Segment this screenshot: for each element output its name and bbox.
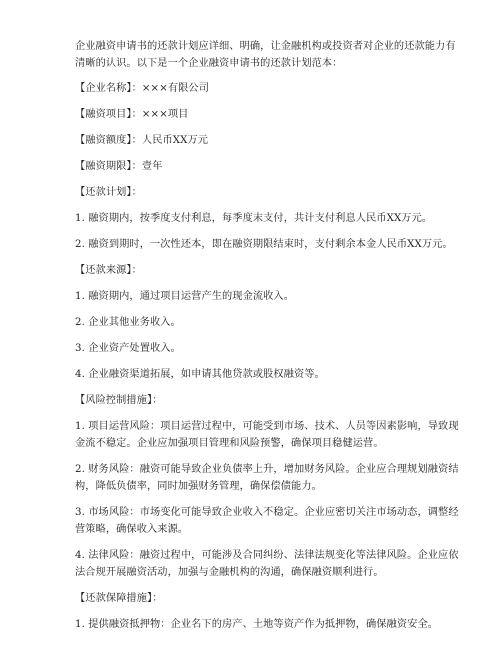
- risk-control-item: 4. 法律风险：融资过程中，可能涉及合同纠纷、法律法规变化等法律风险。企业应依法合规开展融资活动，加强与金融机构的沟通，确保融资顺利进行。: [75, 550, 459, 578]
- repayment-plan-item: 1. 融资期内，按季度支付利息，每季度末支付，共计支付利息人民币XX万元。: [75, 213, 433, 224]
- repayment-guarantee-heading: 【还款保障措施】：: [75, 593, 163, 604]
- repayment-plan-heading: 【还款计划】：: [75, 187, 142, 198]
- field-label: 【融资额度】：: [75, 135, 142, 146]
- repayment-source-item: 3. 企业资产处置收入。: [75, 343, 181, 354]
- field-label: 【融资项目】：: [75, 109, 142, 120]
- financing-term-field: [75, 158, 462, 175]
- financing-project-field: [75, 106, 462, 123]
- repayment-source-item: 1. 融资期内，通过项目运营产生的现金流收入。: [75, 291, 295, 302]
- field-value: ×××项目: [141, 109, 189, 120]
- repayment-source-item: 2. 企业其他业务收入。: [75, 317, 181, 328]
- risk-control-item: 1. 项目运营风险：项目运营过程中，可能受到市场、技术、人员等因素影响，导致现金流不稳定。企业应加强项目管理和风险预警，确保项目稳健运营。: [75, 421, 459, 449]
- repayment-source-item: 4. 企业融资渠道拓展，如申请其他贷款或股权融资等。: [75, 369, 325, 380]
- company-name-field: [75, 80, 462, 97]
- field-value: 壹年: [141, 161, 163, 172]
- financing-amount-field: [75, 132, 462, 149]
- repayment-plan-item: 2. 融资到期时，一次性还本，即在融资期限结束时，支付剩余本金人民币XX万元。: [75, 239, 453, 250]
- field-value: 人民币XX万元: [141, 135, 209, 146]
- risk-control-heading: 【风险控制措施】：: [75, 395, 163, 406]
- field-value: ×××有限公司: [141, 83, 209, 94]
- field-label: 【企业名称】：: [75, 83, 142, 94]
- risk-control-item: 3. 市场风险：市场变化可能导致企业收入不稳定。企业应密切关注市场动态，调整经营策略，确保收入来源。: [75, 507, 459, 535]
- intro-paragraph: 企业融资申请书的还款计划应详细、明确，让金融机构或投资者对企业的还款能力有清晰的认识。以下是一个企业融资申请书的还款计划范本：: [75, 41, 456, 69]
- field-label: 【融资期限】：: [75, 161, 142, 172]
- repayment-guarantee-item: 1. 提供融资抵押物：企业名下的房产、土地等资产作为抵押物，确保融资安全。: [75, 619, 439, 630]
- risk-control-item: 2. 财务风险：融资可能导致企业负债率上升，增加财务风险。企业应合理规划融资结构，降低负债率，同时加强财务管理，确保偿债能力。: [75, 464, 459, 492]
- repayment-source-heading: 【还款来源】：: [75, 265, 142, 276]
